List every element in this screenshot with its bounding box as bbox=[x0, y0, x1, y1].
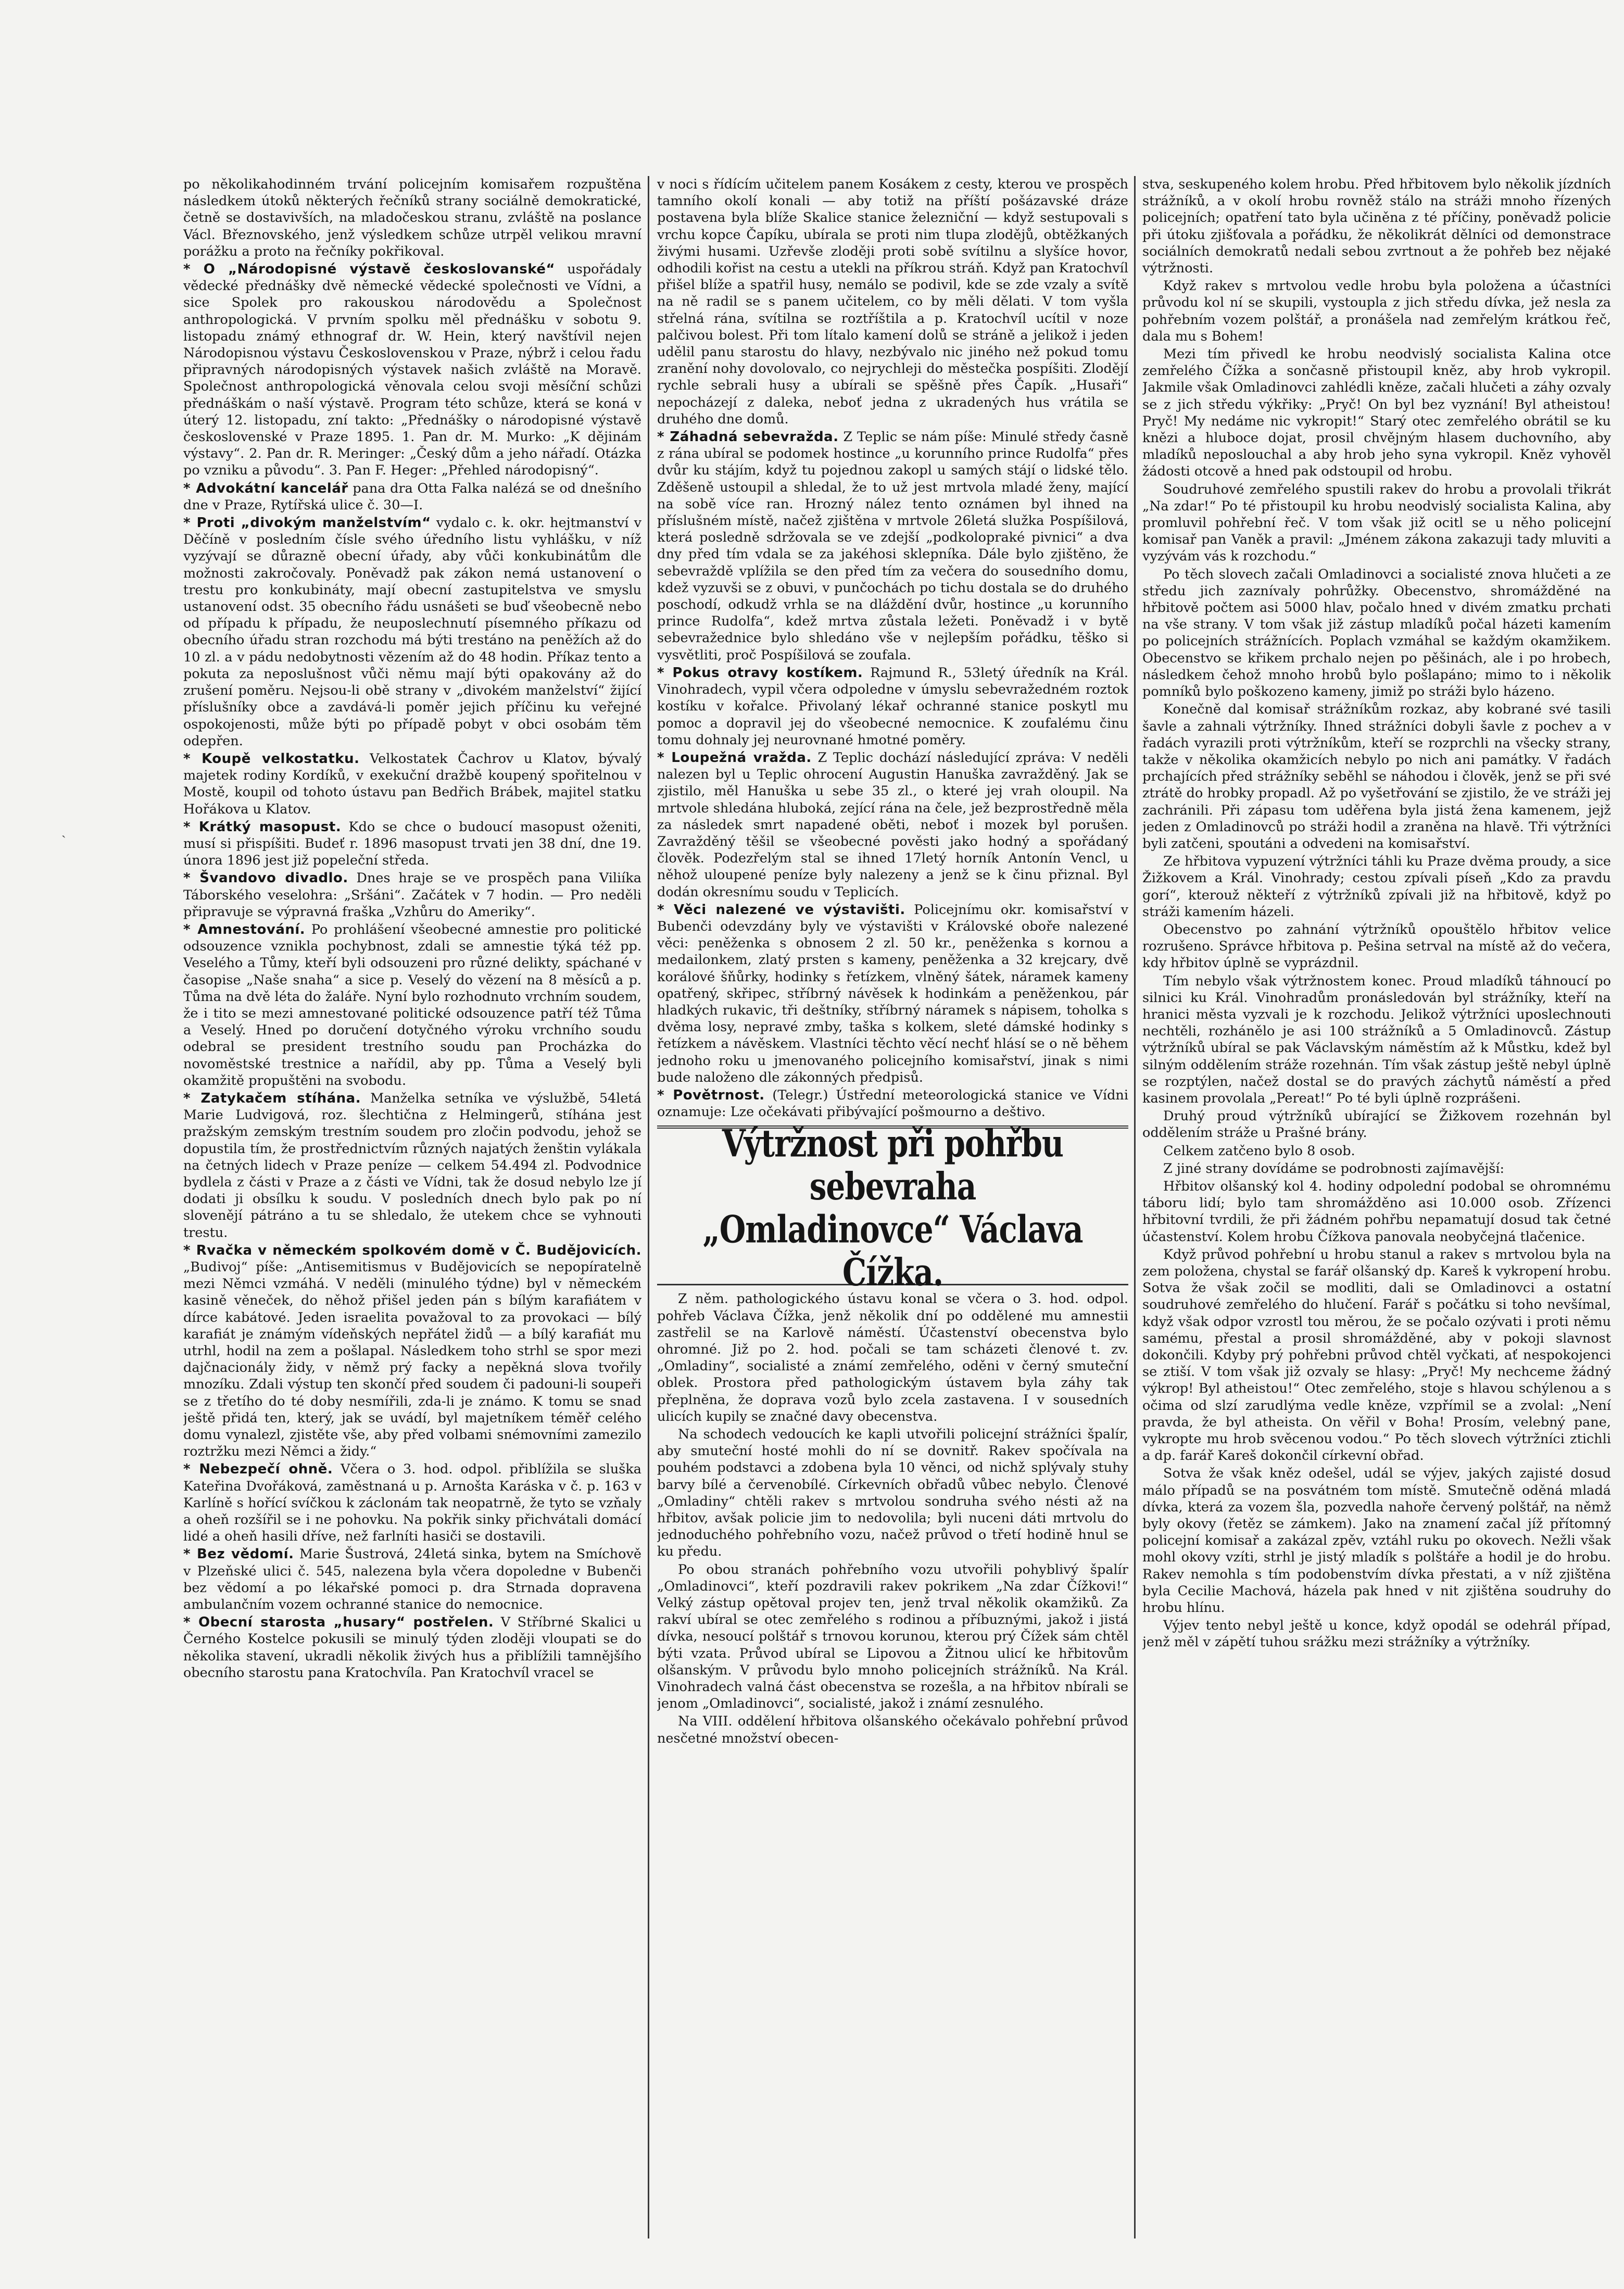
news-item-text: Kdo se chce o budoucí masopust oženiti, musí si přispíšiti. Budeť r. 1896 masopust trvati jen 38 dní, dne 19. února 1896 jest již popeleční středa. bbox=[183, 819, 641, 869]
news-item bbox=[183, 870, 641, 920]
news-item-text: Konečně dal komisař strážníkům rozkaz, aby kobrané své tasili šavle a zahnali výtržníky. Ihned strážníci dobyli šavle z pochev a v řadách vyrazili proti výtržníkům, kteří se rozprchli na všecky strany, takže v několika okamžicích nebylo po nich ani památky. V řadách prchajících před strážníky seběhl se náhodou i člověk, jenž se při své ztrátě do hrobky propadl. Až po vyšetřování se zjistilo, že ve stráži jej zachránili. Při zápasu tom uděřena byla jistá žena kamenem, jejž jeden z Omladinovců po stráži hodil a zraněna na hlavě. Tři výtržníci byli zatčeni, spoutáni a odvedeni na komisařství. bbox=[1142, 702, 1611, 852]
news-item bbox=[1142, 176, 1611, 277]
news-item bbox=[1142, 566, 1611, 701]
news-item bbox=[183, 1242, 641, 1460]
news-item-title: * Záhadná sebevražda. bbox=[657, 429, 839, 445]
news-item bbox=[1142, 1465, 1611, 1616]
headline-line-2: „Omladinovce“ Václava Čížka. bbox=[702, 1207, 1083, 1295]
news-item bbox=[1142, 1246, 1611, 1465]
news-item-text: Manželka setníka ve výslužbě, 54letá Marie Ludvigová, roz. šlechtična z Helmingerů, stíhána jest pražským zemským trestním soudem pro zločin podvodu, jehož se dopustila tím, že prostřednictvím různých najatých ženštin vylákala na četných lidech v Praze peníze — celkem 54.494 zl. Podvodnice bydlela z části v Praze a z části ve Vídni, tak že dosud nebylo lze jí dodati ji obsílku k soudu. V posledních dnech bylo pak po ní slovenějí pátráno a tu se shledalo, že utekem chce se vyhnouti trestu. bbox=[183, 1090, 641, 1241]
news-item-text: Velkostatek Čachrov u Klatov, bývalý majetek rodiny Kordíků, v exekuční dražbě koupený spořitelnou v Mostě, koupil od tohoto ústavu pan Bedřich Brábek, majitel statku Hořákova u Klatov. bbox=[183, 751, 641, 817]
news-item-text: Po prohlášení všeobecné amnestie pro politické odsouzence vznikla pochybnost, zdali se amnestie týká též pp. Veselého a Tůmy, kteří byli odsouzeni pro různé delikty, spáchané v časopise „Naše snaha“ a sice p. Veselý do vězení na 8 měsíců a p. Tůma na dvě léta do žaláře. Nyní bylo rozhodnuto vrchním soudem, že i tito se mezi amnestované politické odsouzence patří též Tůma a Veselý. Hned po doručení dotyčného výroku vrchního soudu odebral se president trestního soudu pan Procházka do novoměstské trestnice a nařídil, aby pp. Tůma a Veselý byli okamžitě propuštěni na svobodu. bbox=[183, 921, 641, 1089]
news-item bbox=[183, 921, 641, 1089]
news-item-text: Tím nebylo však výtržnostem konec. Proud mladíků táhnoucí po silnici ku Král. Vinohradům pronásledován byl strážníky, kteří na hranici města vyzvali je k rozchodu. Jelikož výtržníci uposlechnouti nechtěli, rozhánělo je asi 100 strážníků a 5 Omladinovců. Zástup výtržníků ubíral se pak Václavským náměstím až k Můstku, kdež byl silným oddělením stráže rozehnán. Tím však zástup ještě nebyl úplně se rozptýlen, načež dostal se do pravých záchytů náměstí a před kasinem provolala „Pereat!“ Po té byli úplně rozprášeni. bbox=[1142, 973, 1611, 1106]
news-item-text: Mezi tím přivedl ke hrobu neodvislý socialista Kalina otce zemřelého Čížka a sončasně přistoupil kněz, aby hrob vykropil. Jakmile však Omladinovci zahlédli kněze, začali hlučeti a záhy ozvaly se z jich středu výkřiky: „Pryč! On byl bez vyznání! Byl atheistou! Pryč! My nedáme nic vykropit!“ Starý otec zemřelého obrátil se ku knězi a hluboce dojat, prosil chvějným hlasem duchovního, aby mladíků neposlouchal a aby hrob jeho syna vykropil. Kněz vyhověl žádosti otcově a hned pak odstoupil od hrobu. bbox=[1142, 346, 1611, 480]
news-item-text: v noci s řídícím učitelem panem Kosákem z cesty, kterou ve prospěch tamního okolí konali — aby totiž na příští pošázavské dráze postavena byla blíže Skalice stanice železniční — když sestupovali s vrchu kopce Čapíku, ubírala se proti nim tlupa zlodějů, obtěžkaných živými husami. Uzřevše zloději proti sobě svítilnu a slyšíce hovor, odhodili kořist na cestu a utekli na příkrou stráň. Když pan Kratochvíl přišel blíže a spatřil husy, nemálo se podivil, kde se zde vzaly a svítě na ně radil se s panem učitelem, co by měli dělati. V tom vyšla střelná rána, svítilna se roztříštila a p. Kratochvíl ucítil v noze palčivou bolest. Při tom lítalo kamení dolů se stráně a jelikož i jeden udělil panu starostu do hlavy, nezbývalo nic jiného než pokud tomu zranění nohy dovolovalo, co nejrychleji do městečka pospíšiti. Zlodějí rychle sebrali husy a ubírali se spěšně přes Čapík. „Husaři“ nepocházejí z daleka, neboť jedna z ukradených hus vrátila se druhého dne domů. bbox=[657, 177, 1128, 427]
news-item-title: * Věci nalezené ve výstavišti. bbox=[657, 902, 905, 918]
news-item-title: * Bez vědomí. bbox=[183, 1546, 294, 1562]
news-item-title: * Povětrnost. bbox=[657, 1087, 765, 1103]
news-item-text: Sotva že však kněz odešel, udál se výjev, jakých zajisté dosud málo případů se na posvátném tom místě. Smutečně oděná mladá dívka, která za vozem šla, pozvedla nahoře červený polštář, na němž byly okovy (řetěz se zámkem). Jako na znamení začal jíž přítomný policejní komisař a zakázal zpěv, vztáhl ruku po okovech. Nežli však mohl okovy vzíti, strhl je jistý mladík s polštáře a hodil je do hrobu. Rakev nemohla s tím podobenstvím dívka přestati, a v níž zjištěna byla Cecilie Machová, házela pak hned v nit zjištěna soudruhy do hrobu hlínu. bbox=[1142, 1466, 1611, 1616]
news-item-title: * Advokátní kancelář bbox=[183, 480, 348, 496]
news-item bbox=[1142, 1143, 1611, 1159]
news-item-text: Z Teplic dochází následující zpráva: V neděli nalezen byl u Teplic ohrocení Augustin Hanuška zavražděný. Jak se zjistilo, měl Hanuška u sebe 35 zl., o které jej vrah oloupil. Na mrtvole shledána hluboká, zející rána na čele, jež bezprostředně měla za následek smrt napadené oběti, neboť i mozek byl porušen. Zavražděný těšil se všeobecné pověsti jako hodný a spořádaný člověk. Podezřelým stal se ihned 17letý horník Antonín Vencl, u něhož uloupené peníze byly nalezeny a jenž se k činu přiznal. Byl dodán okresnímu soudu v Teplicích. bbox=[657, 749, 1128, 900]
news-item-text: po několikahodinném trvání policejním komisařem rozpuštěna následkem útoků některých řečníků strany sociálně demokratické, četně se dostavivších, na mladočeskou stranu, zvláště na poslance Václ. Březnovského, jenž výsledkem schůze utrpěl velikou mravní porážku a proto na řečníky pokřikoval. bbox=[183, 177, 641, 259]
news-item-text: Z jiné strany dovídáme se podrobnosti zajímavější: bbox=[1163, 1160, 1505, 1177]
column-3 bbox=[1142, 176, 1611, 2254]
news-item-title: * Loupežná vražda. bbox=[657, 749, 812, 766]
news-item-title: * Rvačka v německém spolkovém domě v Č. Budějovicích. bbox=[183, 1242, 641, 1258]
news-item bbox=[183, 176, 641, 260]
news-item bbox=[657, 1087, 1128, 1120]
news-item bbox=[657, 1426, 1128, 1560]
news-item bbox=[657, 1713, 1128, 1746]
margin-mark: ˏ bbox=[61, 823, 66, 839]
news-item-text: Marie Šustrová, 24letá sinka, bytem na Smíchově v Plzeňské ulici č. 545, nalezena byla včera dopoledne v Bubenči bez vědomí a po lékařské pomoci p. dra Strnada dopravena ambulančním vozem ochranné stanice do nemocnice. bbox=[183, 1546, 641, 1613]
article-headline bbox=[657, 1122, 1128, 1294]
news-item-text: Obecenstvo po zahnání výtržníků opouštělo hřbitov velice rozrušeno. Správce hřbitova p. Pešina setrval na místě až do večera, kdy hřbitov úplně se vyprázdnil. bbox=[1142, 921, 1611, 971]
news-item-text: Hřbitov olšanský kol 4. hodiny odpolední podobal se ohromnému táboru lidí; bylo tam shromážděno asi 10.000 osob. Zřízenci hřbitovní tvrdili, že při žádném pohřbu nepamatují dosud tak četné účastenství. Kolem hrobu Čížkova panovala neobyčejná tlačenice. bbox=[1142, 1178, 1611, 1245]
news-item bbox=[183, 751, 641, 818]
news-item bbox=[183, 1090, 641, 1241]
news-item-text: (Telegr.) Ústřední meteorologická stanice ve Vídni oznamuje: Lze očekávati přibývající pošmourno a deštivo. bbox=[657, 1087, 1128, 1120]
news-item-text: Výjev tento nebyl ještě u konce, když opodál se odehrál případ, jenž měl v zápětí tuhou srážku mezi strážníky a výtržníky. bbox=[1142, 1618, 1611, 1650]
news-item-title: * Proti „divokým manželstvím“ bbox=[183, 515, 431, 531]
column-rule-2 bbox=[1134, 176, 1136, 2238]
news-item-text: vydalo c. k. okr. hejtmanství v Děčíně v posledním čísle svého úředního listu vyhlášku, v níž vyzývají se důrazně obecní úřady, aby vůči konkubinátům dle možnosti zakročovaly. Poněvadž pak zákon nemá ustanovení o trestu pro konkubináty, mají obecní zastupitelstva ve smyslu ustanovení odst. 35 obecního řádu usnášeti se buď všeobecně nebo od případu k případu, že neuposlechnutí písemného příkazu od obecního úřadu stran rozchodu má býti trestáno na peněžích až do 10 zl. a v pádu nedobytnosti vězením až do 48 hodin. Příkaz tento a pokuta za neposlušnost vůči němu mají býti opakovány až do zrušení poměru. Nejsou-li obě strany v „divokém manželství“ žijící příslušníky obce a zavdává-li poměr jejich příčinu ku veřejné ospokojenosti, může býti po případě pobyt v obci osobám těm odepřen. bbox=[183, 515, 641, 749]
news-item-text: pana dra Otta Falka nalézá se od dnešního dne v Praze, Rytířská ulice č. 30—I. bbox=[183, 480, 641, 513]
column-1 bbox=[183, 176, 641, 2254]
news-item-text: Ze hřbitova vypuzení výtržníci táhli ku Praze dvěma proudy, a sice Žižkovem a Král. Vinohrady; cestou zpívali píseň „Kdo za pravdu gorí“, kterouž někteří z výtržníků zpívali již na hřbitově, když po stráži kamením házeli. bbox=[1142, 854, 1611, 920]
news-item bbox=[657, 429, 1128, 664]
news-item bbox=[657, 902, 1128, 1086]
news-item-text: stva, seskupeného kolem hrobu. Před hřbitovem bylo několik jízdních strážníků, a v okolí hrobu rovněž stálo na stráži mnoho řízených policejních; opatření tato byla učiněna z té příčiny, poněvadž policie při útoku zjišťovala a pořádku, že několikrát dělníci od demonstrace sociálních demokratů nedali sebou zvrtnout a že pohřeb bez nějaké výtržnosti. bbox=[1142, 177, 1611, 277]
news-item-text: Po těch slovech začali Omladinovci a socialisté znova hlučeti a ze středu jich zaznívaly pohrůžky. Obecenstvo, shromážděné na hřbitově počtem asi 5000 hlav, počalo hned v divém zmatku prchati na vše strany. V tom však již zástup mladíků počal házeti kamením po policejních strážnících. Poplach vzmáhal se každým okamžikem. Obecenstvo se křikem prchalo nejen po pěšinách, ale i po hrobech, následkem čehož mnoho hrobů bylo pošlapáno; mimo to i několik pomníků bylo poškozeno kameny, jimiž po stráži bylo házeno. bbox=[1142, 566, 1611, 700]
news-item bbox=[1142, 921, 1611, 972]
news-item-text: Policejnímu okr. komisařství v Bubenči odevzdány byly ve výstavišti v Královské oboře nalezené věci: peněženka s obnosem 2 zl. 50 kr., peněženka s kornou a medailonkem, zlatý prsten s kameny, peněženka a 32 krejcary, dvě korálové šňůrky, hodinky s řetízkem, vlněný šátek, náramek kameny opatřený, skřipec, stříbrný návěsek k hodinkám a peněženkou, pár hladkých rukavic, tři deštníky, stříbrný náramek s nápisem, toholka s dvěma losy, nepravé zmby, taška s kolkem, sleté dámské hodinky s řetízkem a návěskem. Vlastníci těchto věcí nechť hlásí se o ně během jednoho roku u jmenovaného policejního komisařství, jinak s nimi bude naloženo dle zákonných předpisů. bbox=[657, 902, 1128, 1085]
news-item bbox=[183, 819, 641, 869]
news-item-text: uspořádaly vědecké přednášky dvě německé vědecké společnosti ve Vídni, a sice Spolek pro rakouskou národovědu a Společnost anthropologická. V prvním spolku měl přednášku v sobotu 9. listopadu známý ethnograf dr. W. Hein, který navštívil nejen Národopisnou výstavu Československou v Praze, nýbrž i celou řadu připravných národopisných výstavek našich zvláště na Moravě. Společnost anthropologická věnovala celou svoji měsíční schůzi přednáškám o naší výstavě. Program této schůze, která se koná v úterý 12. listopadu, zní takto: „Přednášky o národopisné výstavě československé v Praze 1895. 1. Pan dr. M. Murko: „K dějinám výstavy“. 2. Pan dr. R. Meringer: „Český dům a jeho nářadí. Otázka po vzniku a původu“. 3. Pan F. Heger: „Přehled národopisný“. bbox=[183, 261, 641, 479]
news-item-text: Po obou stranách pohřebního vozu utvořili pohyblivý špalír „Omladinovci“, kteří pozdravili rakev pokrikem „Na zdar Čížkovi!“ Velký zástup opětoval projev ten, jenž trval několik okamžiků. Za rakví ubíral se otec zemřelého s rodinou a příbuznými, jakož i jistá dívka, nesoucí polštář s trnovou korunou, kterou prý Čížek sám chtěl býti vzata. Průvod ubíral se Lipovou a Žitnou ulicí ke hřbitovům olšanským. V průvodu bylo mnoho policejních strážníků. Na Král. Vinohradech valná část obecenstva se rozešla, a na hřbitov nbírali se jenom „Omladinovci“, socialisté, jakož i známí zesnulého. bbox=[657, 1561, 1128, 1712]
news-item-text: „Budivoj“ píše: „Antisemitismus v Budějovicích se nepopíratelně mezi Němci vzmáhá. V neděli (minulého týdne) byl v německém kasině věneček, do něhož přišel jeden pán s bílým karafiátem v dírce kabátové. Jeden israelita považoval to za provokaci — bílý karafiát je známým vídeňských nepřátel židů — a bílý karafiát mu utrhl, hodil na zem a pošlapal. Následkem toho strhl se spor mezi dajčnacionály židy, v němž prý facky a nepěkná slova tvořily mnozíku. Zdali výstup ten skončí před soudem či padouni-li soupeři se z třetího do té doby nesmířili, zda-li je známo. K tomu se snad ještě přidá ten, který, jak se uvádí, byl majetníkem téměř celého domu vynalezl, zjistěte vše, aby před volbami snémovními zamezilo roztržku mezi Němci a židy.“ bbox=[183, 1259, 641, 1460]
news-item-title: * Obecní starosta „husary“ postřelen. bbox=[183, 1615, 494, 1631]
news-item-title: * Krátký masopust. bbox=[183, 819, 342, 835]
news-item-title: * Švandovo divadlo. bbox=[183, 870, 348, 886]
news-item bbox=[1142, 853, 1611, 920]
news-item-text: Dnes hraje se ve prospěch pana Viliíka Táborského veselohra: „Sršáni“. Začátek v 7 hodin. — Pro neděli připravuje se výpravná fraška „Vzhůru do Ameriky“. bbox=[183, 870, 641, 920]
news-item-text: Z Teplic se nám píše: Minulé středy časně z rána ubíral se podomek hostince „u korunního prince Rudolfa“ přes dvůr ku stájím, když tu pojednou zakopl u samých stájí o lidské tělo. Zděšeně ustoupil a shledal, že to už jest mrtvola mladé ženy, mající na sobě více ran. Hrozný nález tento oznámen byl ihned na příslušném místě, načež zjištěna v mrtvole 26letá služka Pospíšilová, která posledně sdržovala se ve zdejší „podkolopraké pivnici“ a dva dny před tím vdala se za jakéhosi sklepníka. Dále bylo zjištěno, že sebevraždě vplížila se den před tím za večera do sousedního domu, kdež vyzuvši se z obuvi, v punčochách po tichu dostala se do druhého poschodí, odkudž vrhla se na dláždění dvůr, hostince „u korunního prince Rudolfa“, kdež mrtva zůstala ležeti. Poněvadž i v bytě sebevražednice bylo shledáno vše v nejlepším pořádku, těško si vysvětliti, proč Pospíšilová se zoufala. bbox=[657, 429, 1128, 663]
news-item bbox=[1142, 973, 1611, 1107]
news-item-text: V Stříbrné Skalici u Černého Kostelce pokusili se minulý týden zloději vloupati se do několika stavení, ukradli několik živých hus a přiblížili tamnějšího obecního starostu pana Kratochvíla. Pan Kratochvíl vracel se bbox=[183, 1615, 641, 1681]
news-item-text: Celkem zatčeno bylo 8 osob. bbox=[1163, 1143, 1355, 1159]
news-item-text: Druhý proud výtržníků ubírající se Žižkovem rozehnán byl oddělením stráže u Prašné brány. bbox=[1142, 1108, 1611, 1141]
news-item-title: * Koupě velkostatku. bbox=[183, 751, 360, 767]
news-item-title: * Pokus otravy kostíkem. bbox=[657, 665, 863, 681]
news-item-title: * O „Národopisné výstavě českoslovanské“ bbox=[183, 261, 556, 278]
news-item bbox=[657, 749, 1128, 900]
news-item bbox=[183, 480, 641, 514]
news-item-title: * Amnestování. bbox=[183, 921, 306, 937]
column-rule-1 bbox=[648, 176, 649, 2238]
news-item-text: Z něm. pathologického ústavu konal se včera o 3. hod. odpol. pohřeb Václava Čížka, jenž několik dní po oddělené mu amnestii zastřelil se na Karlově náměstí. Účastenství obecenstva bylo ohromné. Již po 2. hod. počali se tam scházeti členové t. zv. „Omladiny“, socialisté a známí zemřelého, oděni v černý smuteční oblek. Prostora před pathologickým ústavem byla záhy tak přeplněna, že doprava vozů bylo zcela zastavena. I v sousedních ulicích kupily se značné davy obecenstva. bbox=[657, 1291, 1128, 1424]
news-item bbox=[1142, 481, 1611, 565]
news-item bbox=[657, 1561, 1128, 1712]
news-item bbox=[657, 176, 1128, 428]
news-item-text: Rajmund R., 53letý úředník na Král. Vinohradech, vypil včera odpoledne v úmyslu sebevražedném roztok kostíku v kořalce. Přivolaný lékař ochranné stanice poskytl mu pomoc a dopravil jej do všeobecné nemocnice. K zoufalému činu tomu dohnaly jej neurovnané hmotné poměry. bbox=[657, 665, 1128, 748]
news-item bbox=[1142, 1178, 1611, 1245]
column-2 bbox=[657, 176, 1128, 2254]
news-item bbox=[183, 261, 641, 479]
news-item bbox=[1142, 701, 1611, 852]
news-item-text: Když průvod pohřební u hrobu stanul a rakev s mrtvolou byla na zem položena, chystal se farář olšanský dp. Kareš k vykropení hrobu. Sotva že však zočil se modliti, dali se Omladinovci a ostatní soudruhové zemřelého do hlučení. Farář s počátku si toho nevšímal, když však odpor vzrostl tou měrou, že se počalo ozývati i proti němu samému, přestal a prosil shromážděné, aby v pokoji slavnost dokončili. Kdyby prý pohřebni průvod chtěl vyčkati, ať nespokojenci se ztiší. V tom však již ozvaly se hlasy: „Pryč! My nechceme žádný výkrop! Byl atheistou!“ Otec zemřelého, stoje s hlavou schýlenou a s očima od slzí zarudlýma vedle kněze, vzpřímil se a zvolal: „Není pravda, že byl atheista. On věřil v Boha! Prosím, velebný pane, vykropte mu hrob svěcenou vodou.“ Po těch slovech výtržníci ztichli a dp. farář Kareš dokončil církevní obřad. bbox=[1142, 1246, 1611, 1464]
news-item-text: Soudruhové zemřelého spustili rakev do hrobu a provolali třikrát „Na zdar!“ Po té přistoupil ku hrobu neodvislý socialista Kalina, aby promluvil pohřební řeč. V tom však již ocitl se u něho policejní komisař pan Vaněk a pravil: „Jménem zákona zakazuji tady mluviti a vyzývám vás k rozchodu.“ bbox=[1142, 481, 1611, 565]
news-item-text: Když rakev s mrtvolou vedle hrobu byla položena a účastníci průvodu kol ní se skupili, vystoupla z jich středu dívka, jež nesla za pohřebním vozem polštář, a pronášela nad zemřelým krátkou řeč, dala mu s Bohem! bbox=[1142, 278, 1611, 344]
news-item bbox=[657, 1291, 1128, 1425]
headline-line-1: Výtržnost při pohřbu sebevraha bbox=[722, 1121, 1064, 1209]
news-item bbox=[1142, 1160, 1611, 1177]
news-item bbox=[1142, 1108, 1611, 1141]
news-item-text: Včera o 3. hod. odpol. přiblížila se sluška Kateřina Dvořáková, zaměstnaná u p. Arnošta Karáska v č. p. 163 v Karlíně s hořící svíčkou k záclonám tak neopatrně, že tyto se vzňaly a oheň rozšířil se i ne pohovku. Na pokřik sinky přichvátali domácí lidé a oheň hasili dříve, než farlníti hasiči se dostavili. bbox=[183, 1461, 641, 1545]
news-item bbox=[657, 665, 1128, 748]
news-item-title: * Nebezpečí ohně. bbox=[183, 1461, 333, 1478]
news-item-text: Na VIII. oddělení hřbitova olšanského očekávalo pohřební průvod nesčetné množství obecen- bbox=[657, 1713, 1128, 1746]
news-item bbox=[1142, 278, 1611, 345]
news-item bbox=[183, 1614, 641, 1681]
news-item-text: Na schodech vedoucích ke kapli utvořili policejní strážníci špalír, aby smuteční hosté mohli do ní se dovnitř. Rakev spočívala na pouhém podstavci a zdobena byla 10 věnci, od nichž splývaly stuhy barvy bílé a červenobílé. Církevních obřadů vůbec nebylo. Členové „Omladiny“ chtěli rakev s mrtvolou sondruha svého nésti až na hřbitov, avšak policie jim to nedovolila; byli nuceni dáti mrtvolu do jednoduchého pohřebního vozu, načež průvod o třetí hodině hnul se ku předu. bbox=[657, 1427, 1128, 1560]
news-item bbox=[183, 1546, 641, 1613]
news-item bbox=[183, 515, 641, 749]
news-item bbox=[1142, 346, 1611, 480]
news-item bbox=[183, 1461, 641, 1545]
news-item-title: * Zatykačem stíhána. bbox=[183, 1090, 361, 1106]
news-item bbox=[1142, 1617, 1611, 1650]
